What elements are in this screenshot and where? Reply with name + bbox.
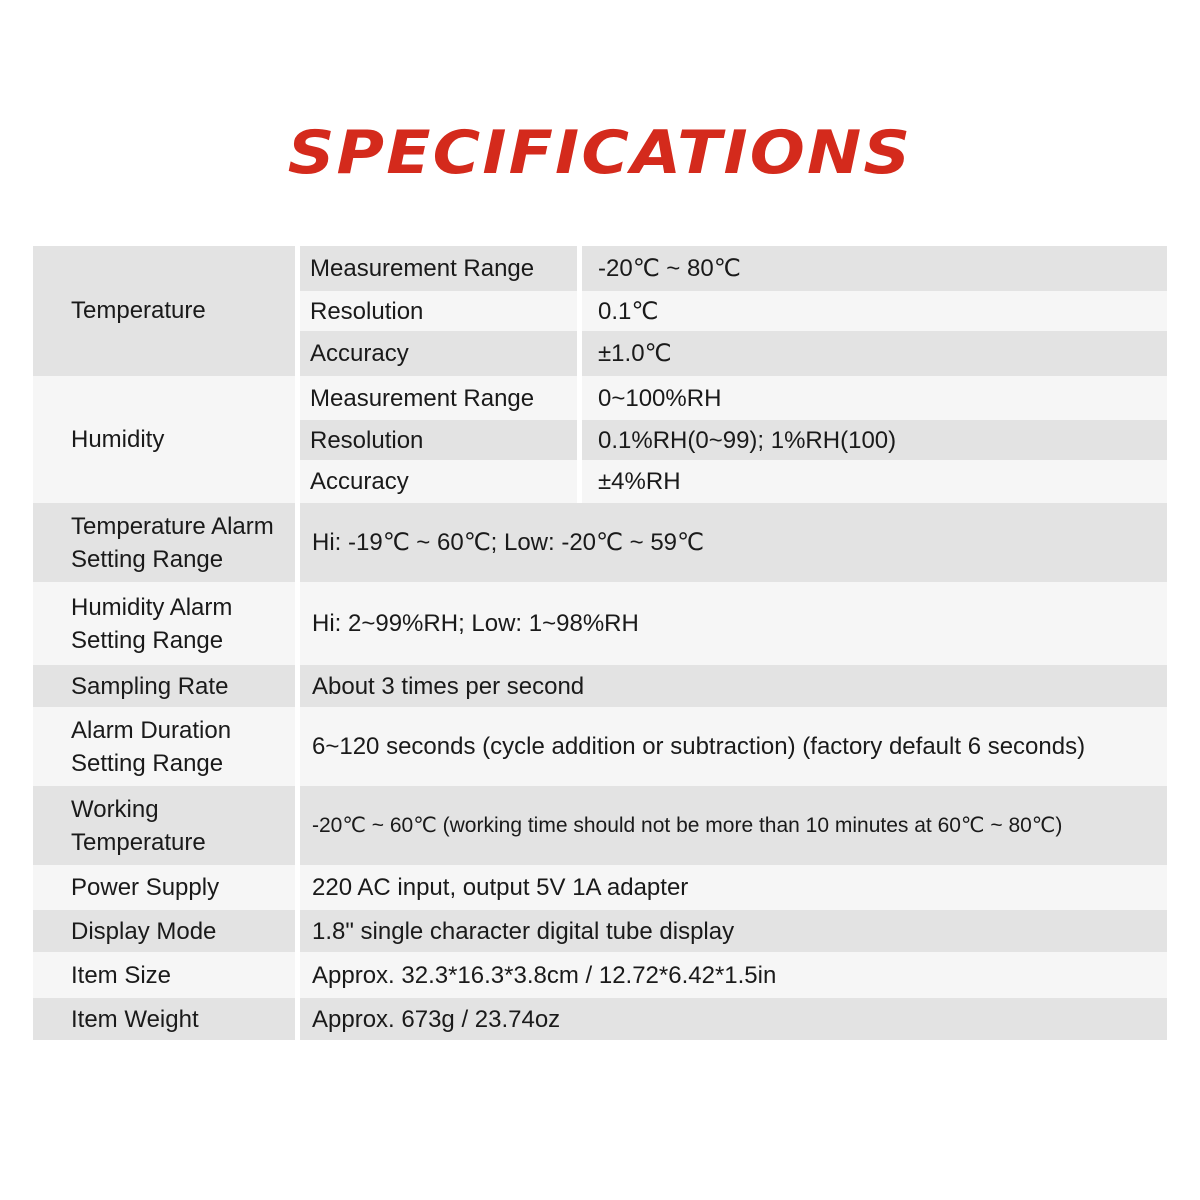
hum-accuracy-value: ±4%RH: [582, 460, 1167, 503]
temp-range-name: Measurement Range: [300, 246, 577, 291]
hum-accuracy-name: Accuracy: [300, 460, 577, 503]
spec-label: Display Mode: [33, 910, 295, 952]
spec-value: About 3 times per second: [300, 665, 1167, 707]
spec-row-power-supply: [33, 865, 1167, 910]
spec-label: Temperature Alarm Setting Range: [33, 503, 295, 582]
spec-value: 220 AC input, output 5V 1A adapter: [300, 865, 1167, 910]
spec-label: Working Temperature: [33, 786, 295, 865]
temp-resolution-name: Resolution: [300, 291, 577, 331]
spec-row-item-weight: [33, 998, 1167, 1040]
temp-accuracy-value: ±1.0℃: [582, 331, 1167, 376]
spec-label: Alarm Duration Setting Range: [33, 707, 295, 786]
page-title: SPECIFICATIONS: [287, 118, 913, 188]
spec-row-item-size: [33, 952, 1167, 998]
hum-resolution-name: Resolution: [300, 420, 577, 460]
spec-label: Item Weight: [33, 998, 295, 1040]
spec-row-humidity-alarm: [33, 582, 1167, 665]
spec-row-display-mode: [33, 910, 1167, 952]
hum-resolution-value: 0.1%RH(0~99); 1%RH(100): [582, 420, 1167, 460]
temperature-label: Temperature: [33, 246, 295, 376]
temperature-group: [33, 246, 1167, 376]
spec-label: Sampling Rate: [33, 665, 295, 707]
spec-value: Approx. 32.3*16.3*3.8cm / 12.72*6.42*1.5in: [300, 952, 1167, 998]
spec-label: Item Size: [33, 952, 295, 998]
hum-range-name: Measurement Range: [300, 376, 577, 420]
spec-label: Humidity Alarm Setting Range: [33, 582, 295, 665]
spec-label: Power Supply: [33, 865, 295, 910]
spec-value: Approx. 673g / 23.74oz: [300, 998, 1167, 1040]
spec-value: Hi: -19℃ ~ 60℃; Low: -20℃ ~ 59℃: [300, 503, 1167, 582]
temp-accuracy-name: Accuracy: [300, 331, 577, 376]
spec-row-temperature-alarm: [33, 503, 1167, 582]
spec-row-alarm-duration: [33, 707, 1167, 786]
spec-row-working-temperature: [33, 786, 1167, 865]
spec-value: 6~120 seconds (cycle addition or subtraction) (factory default 6 seconds): [300, 707, 1167, 786]
spec-value: 1.8" single character digital tube display: [300, 910, 1167, 952]
hum-range-value: 0~100%RH: [582, 376, 1167, 420]
spec-row-sampling-rate: [33, 665, 1167, 707]
temp-range-value: -20℃ ~ 80℃: [582, 246, 1167, 291]
spec-value: Hi: 2~99%RH; Low: 1~98%RH: [300, 582, 1167, 665]
spec-value: -20℃ ~ 60℃ (working time should not be more than 10 minutes at 60℃ ~ 80℃): [300, 786, 1167, 865]
humidity-label: Humidity: [33, 376, 295, 503]
spec-table: [33, 246, 1167, 1040]
humidity-group: [33, 376, 1167, 503]
temp-resolution-value: 0.1℃: [582, 291, 1167, 331]
